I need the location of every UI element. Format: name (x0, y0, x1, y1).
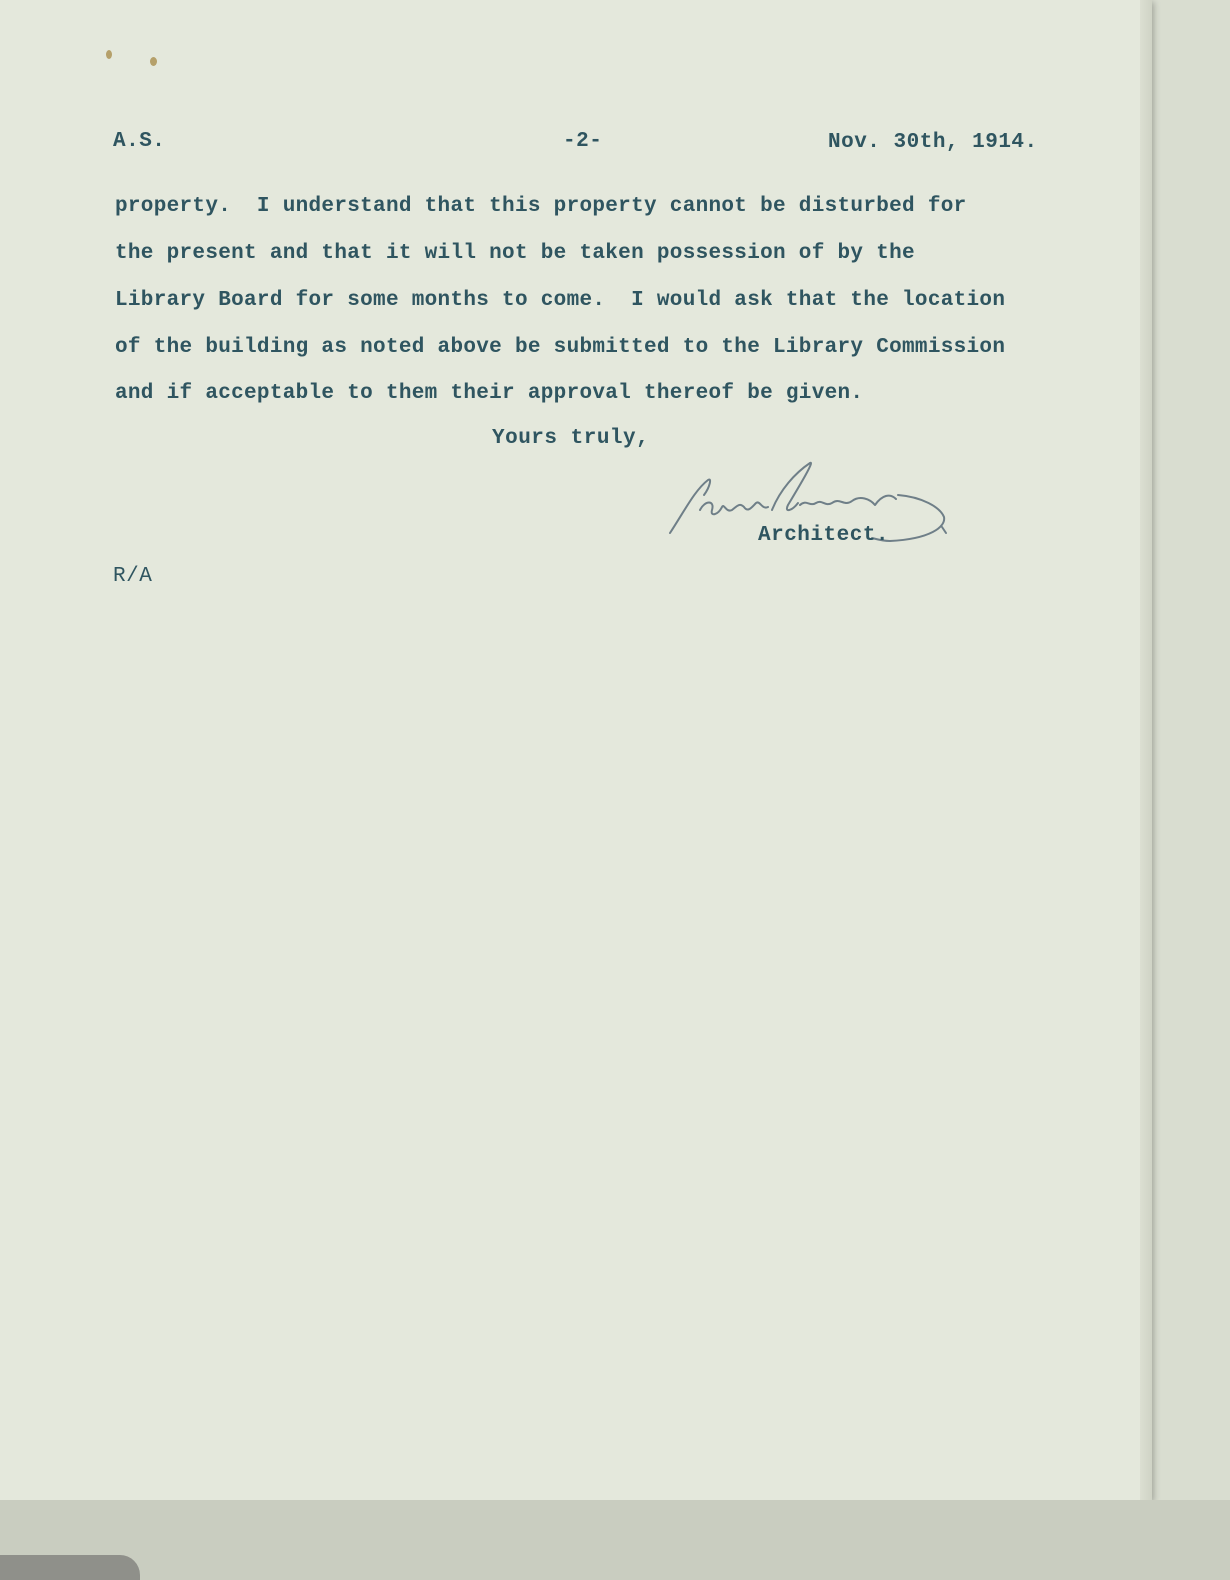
body-line: Library Board for some months to come. I would ask that the location (115, 289, 1006, 312)
paper-stain (106, 50, 112, 59)
body-line: and if acceptable to them their approval thereof be given. (115, 382, 864, 405)
header-initials: A.S. (113, 130, 166, 153)
body-line: the present and that it will not be taken possession of by the (115, 242, 915, 265)
background-surface (0, 1500, 1230, 1580)
body-line: property. I understand that this property cannot be disturbed for (115, 195, 967, 218)
page-edge (1140, 0, 1152, 1500)
header-date: Nov. 30th, 1914. (828, 131, 1038, 154)
closing-salutation: Yours truly, (492, 427, 650, 450)
body-line: of the building as noted above be submitted to the Library Commission (115, 336, 1006, 359)
paper-stain (150, 57, 157, 66)
binder-clip-shadow (0, 1555, 140, 1580)
footer-reference: R/A (113, 565, 153, 588)
header-page-number: -2- (563, 130, 603, 153)
closing-title: Architect. (758, 524, 890, 547)
